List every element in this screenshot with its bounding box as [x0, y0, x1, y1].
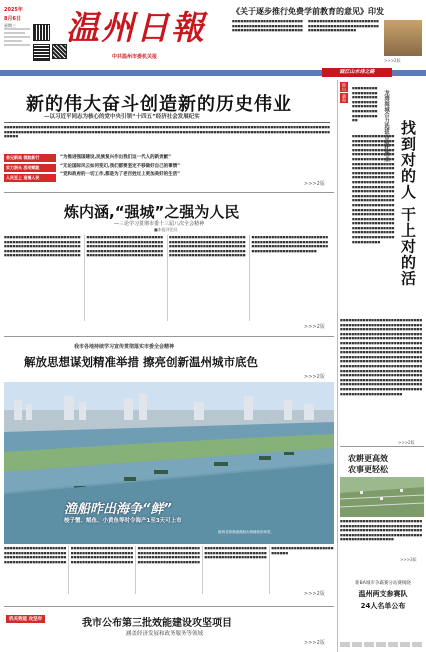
lead-quotes — [60, 154, 330, 177]
side-more-link[interactable]: >>>2版 — [384, 58, 401, 63]
lead-tag: 人民至上 造福人民 — [4, 174, 56, 182]
brand-logo: 温州日報 — [66, 8, 206, 47]
second-title[interactable]: 炼内涵,“强城”之强为人民 — [64, 203, 240, 221]
bottom-title[interactable]: 我市公布第三批效能建设攻坚项目 — [82, 618, 232, 629]
lead-more-link[interactable]: >>>2版 — [304, 181, 325, 187]
lead-tags — [4, 154, 56, 182]
photo-subtitle: 梭子蟹、鲳鱼、小黄鱼等时令海产1至3天可上市 — [64, 518, 182, 524]
qr-code-2 — [33, 44, 50, 61]
photo-story-body: ■■■■■■■■■■■■■■■■■■■■■■■■■■■■■■■■■■■■■■■■■■■■■■■■■■■■■■■■■■■■■■■■■■■■■■■■■■■■■■■■■■■■■■■■■■■■■■■■■■■■■■■■■■■■■■■■■■■■■■■■■■■■■■■■■■■■■■■■■■■■■■■■■■■■■■■■■■■■■■■■■■■■■■■■■■■■■■■■■■■■■■■■■■■■■■■■■■■■■■■■■■■■■■■■■■■■■■■■■■■■■■■■■■■■■■■■■■■■■■■■■■■■■■■■■■■■■■■■■■■■■■■■■■■■■■■■■■■■■■■■■■■■■■■■■■■■■■■■■■■■■■■■■■■■■■■■■■■■■■■■■■■■■■■■■■■■■■■■■■■■■■■■■■■■■■■■■■■■■■ — [4, 546, 334, 564]
bottom-tag: 机关效能 攻坚年 — [6, 615, 45, 623]
forum-title[interactable]: 解放思想谋划精准举措 擦亮创新温州城市底色 — [24, 355, 259, 369]
masthead — [0, 0, 426, 75]
feature-tags — [340, 82, 350, 103]
lead-rule — [4, 122, 330, 123]
photo-more-link[interactable]: >>>2版 — [304, 591, 325, 597]
feature-vertical-title[interactable]: 找到对的人 干上对的活 — [399, 120, 417, 287]
second-subtitle: —三论学习贯彻市委十三届八次全会精神 — [114, 221, 205, 227]
sports-line-1: 新BA城市争霸赛分站赛揭晓 — [355, 581, 411, 586]
slogan-ribbon: 瓯江山水诗之路 — [322, 68, 392, 77]
feature-body-b: ■■■■■■■■■■■■■■■■■■■■■■■■■■■■■■■■■■■■■■■■■■■■■■■■■■■■■■■■■■■■■■■■■■■■■■■■■■■■■■■■■■■■■■■■■■■■■■■■■■■■■■■■■■■■■■■■■■■■■■■■■■■■■■■■■■■■■■■■■■■■■■■■■■■■■■■■■■■■■■■■■■■■■■■■■■■■■■■■■■■■■■■■■■■■■■■■■■■■■■■■■■■■■■■■■■■■■■■■■■■■■■■■■■■■■■■■■■■■■■■■■■■■■■■■■■■■■■■■■■■■■■■■■■■■■■■■■■■■■■■■■■■■■■■■■■■■■■■■■■■■■■■■■■■■■■■■■■■■■■■■■■■■■■■■■■■■■■■■■■■■■■■■■■■■■■■■■■■■■■■■■■■■■■■■■■■■■■■■■■■■■■■■■■■■■■■■■■■■■■■■■■■■■■■■■■■■■■■■■■■■■■■■■■■■■■■■■■■■■■■■■■■■■■■■■■■■■■■■■■■■■■■■■■■■■■■■■■■■■■■■■■■■■■ — [340, 318, 423, 396]
sports-line-2: 温州两支参赛队 — [358, 590, 408, 598]
right-agri — [340, 446, 424, 570]
lead-subtitle: —以习近平同志为核心的党中央引领“十四五”经济社会发展纪实 — [44, 114, 200, 120]
forum-more-link[interactable]: >>>2版 — [304, 374, 325, 380]
forum-article — [4, 336, 334, 382]
feature-more-link[interactable]: >>>2版 — [398, 440, 415, 445]
lead-title[interactable]: 新的伟大奋斗创造新的历史伟业 — [26, 94, 292, 115]
feature-vertical-sub: 龙湾海城合力选拔市级优质点 — [383, 90, 389, 162]
second-body: ■■■■■■■■■■■■■■■■■■■■■■■■■■■■■■■■■■■■■■■■■■■■■■■■■■■■■■■■■■■■■■■■■■■■■■■■■■■■■■■■■■■■■■■■■■■■■■■■■■■■■■■■■■■■■■■■■■■■■■■■■■■■■■■■■■■■■■■■■■■■■■■■■■■■■■■■■■■■■■■■■■■■■■■■■■■■■■■■■■■■■■■■■■■■■■■■■■■■■■■■■■■■■■■■■■■■■■■■■■■■■■■■■■■■■■■■■■■■■■■■■■■■■■■■■■■■■■■■■■■■■■■■■■■■■■■■■■■■■■■■■■■■■■■■■■■■■■■■■■■■■■■■■■■■■■■■■■■■■■■■■■■■■■■■■■■■■■■■■■■■■■■■■■■■■■■■■■■■■■■■■■■■■■■■■■■■■■■■■■■■■■■■■■■■■■■■■■■■■■■■■■■■■■■■■■■■■■■■■■■■■■■■■■■■■■■■■■■■■■■■■■■■■■■■■■■■■■■■■■■■■■■■■■■■■■■■■■■■■■■■■■■■■■■■■■■■■■■■■■■■■■■■■■■■■ — [4, 235, 329, 258]
photo-caption: 瓯海龙湾渔港渔船出海捕鱼的场景。 — [218, 530, 274, 534]
agri-more-link[interactable]: >>>3版 — [400, 557, 417, 562]
lead-article — [4, 84, 334, 192]
second-byline: ■本报评论员 — [154, 227, 178, 232]
side-title: 《关于逐步推行免费学前教育的意见》印发 — [232, 7, 384, 16]
lead-intro: ■■■■■■■■■■■■■■■■■■■■■■■■■■■■■■■■■■■■■■■■■■■■■■■■■■■■■■■■■■■■■■■■■■■■■■■■■■■■■■■■■■■■■■■■■■■■■■■■■■■■■■■■■■■■■■■■■■■■■■■■■■■■■■■■■■■■■■■■■■■■■■■■■■■■■■■■■■■■■■■■■■■■■■■■■■■■■■■■■■■■■■■■■■■■■■■■■■■■■■■■■■■■■■■■■■■■■■■■■■■■■■■■■■■■■■■■■■■ — [4, 125, 330, 139]
agri-photo — [340, 477, 424, 517]
feature-tag: 越海 — [342, 94, 347, 102]
footer-bar — [340, 642, 424, 647]
side-photo — [384, 20, 422, 56]
lead-tag: 实力浙头 活动赋能 — [4, 164, 56, 172]
sports-line-3: 24人名单公布 — [360, 602, 406, 610]
feature-body-a: ■■■■■■■■■■■■■■■■■■■■■■■■■■■■■■■■■■■■■■■■■■■■■■■■■■■■■■■■■■■■■■■■■■■■■■■■■■■■■■■■■■■■■■■■■■■■■■■■■■■■■■■■■■■■■■■■■■■■■■■■■■■■■■■■■■■■■■■■■■■■■■■■■■■■■■■■■■■■■■■■■■■■■■■■■■■■■■■■■■■■■■■■■■■■■■■■■■■■■■■■■■■■■■■■■■■■■■■■■■■■■■■■■■■■■■■■■■■■■■■■■■■■■■■■■■■■■■■■■■■■■■■■■■■■■■■■■■■■■■■■■■■■■■■■■■■■■■■■■■■■■■■■■■■■■■■■■■■■■■■■■■■■■■■■■■■■■■■■■■■■■■■■■■■■■■■■■■■ — [352, 134, 395, 244]
agri-title-2[interactable]: 农事更轻松 — [348, 465, 388, 474]
feature-tag: 跨山 — [342, 83, 347, 91]
qr-code-3 — [52, 44, 67, 59]
publisher-line: 中共温州市委机关报 — [112, 54, 158, 60]
issue-info — [4, 26, 30, 62]
side-body: ■■■■■■■■■■■■■■■■■■■■■■■■■■■■■■■■■■■■■■■■■■■■■■■■■■■■■■■■■■■■■■■■■■■■■■■■■■■■■■■■■■■■■■■■■■■■■■■■■■■■■■■■■■■■■■■■■■■■■■■■■■■■■■■■■■■■■■■■■■■■■■ — [232, 19, 379, 33]
agri-title-1[interactable]: 农耕更高效 — [348, 454, 388, 463]
lead-quote[interactable]: “无论国际风云如何变幻,我们都要坚定不移做好自己的事情” — [60, 163, 181, 169]
bottom-left-article — [4, 606, 334, 648]
date-year: 2025年 — [4, 7, 23, 13]
bottom-more-link[interactable]: >>>2版 — [304, 640, 325, 646]
forum-kicker: 我市各地持续学习宣传贯彻落实市委全会精神 — [74, 344, 175, 350]
photo-title: 渔船昨出海争“鲜” — [64, 502, 172, 517]
right-column — [337, 80, 425, 652]
agri-body: ■■■■■■■■■■■■■■■■■■■■■■■■■■■■■■■■■■■■■■■■■■■■■■■■■■■■■■■■■■■■■■■■■■■■■■■■■■■■■■■■■■■■■■■■■■■■■■■■■■■■■■■■■■■■■■■■■■■■■■■■■■■■■■■■■■■■■■■ — [340, 519, 423, 542]
lead-quote[interactable]: “党和政府的一切工作,都是为了老百姓过上更加美好的生活” — [60, 172, 181, 177]
bottom-subtitle: 涵盖经济发展和政务服务等领域 — [126, 631, 204, 637]
sports-box[interactable] — [344, 580, 422, 616]
second-more-link[interactable]: >>>2版 — [304, 324, 325, 330]
lead-quote[interactable]: “为推进强国建设,民族复兴作出我们这一代人的新贡献” — [60, 155, 172, 160]
feature-intro: ■■■■■■■■■■■■■■■■■■■■■■■■■■■■■■■■■■■■■■■■■■■■■■■■■■■■■■■■■■■■■■■■■ — [352, 86, 378, 123]
photo-feature[interactable] — [4, 382, 334, 544]
second-article — [4, 192, 334, 332]
date-month-day: 8月6日 — [4, 16, 21, 22]
lead-tag: 弟兄新局 领航新行 — [4, 154, 56, 162]
weekday: 星期三 — [4, 23, 16, 28]
qr-code-1 — [33, 24, 50, 41]
